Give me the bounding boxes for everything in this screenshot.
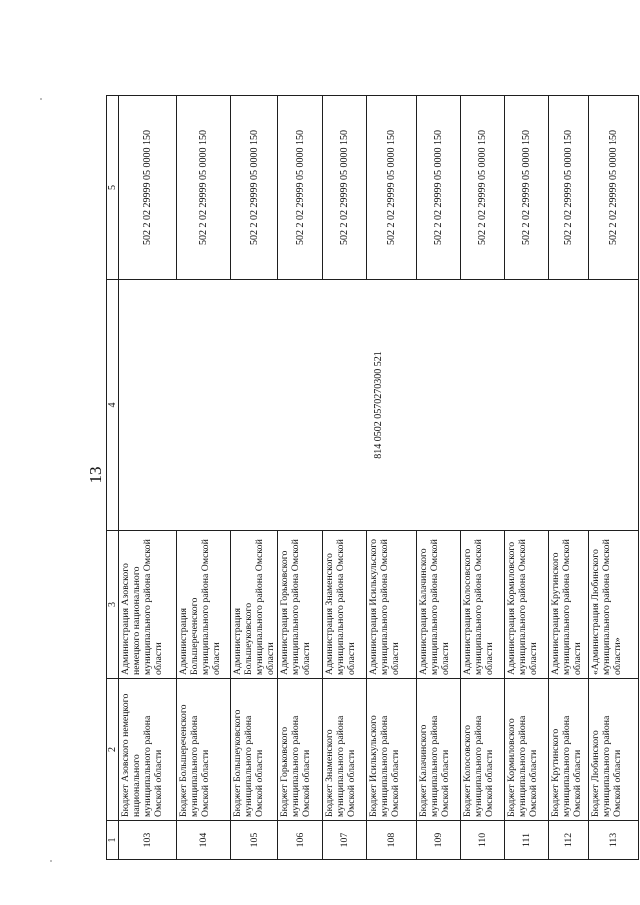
revenue-code: 502 2 02 29999 05 0000 150	[231, 96, 278, 280]
budget-name: Бюджет Кормиловского муниципального района Омской области	[505, 679, 549, 821]
revenue-code: 502 2 02 29999 05 0000 150	[505, 96, 549, 280]
budget-name: Бюджет Азовского немецкого национального муниципального района Омской области	[119, 679, 177, 821]
table-row	[119, 96, 177, 860]
budget-name: Бюджет Большеуковского муниципального района Омской области	[231, 679, 278, 821]
administrator-name: Администрация Колосовского муниципального района Омской области	[461, 531, 505, 679]
row-number: 113	[589, 821, 639, 860]
administrator-name: Администрация Большеуковского муниципального района Омской области	[231, 531, 278, 679]
column-header: 3	[107, 531, 119, 679]
revenue-code: 502 2 02 29999 05 0000 150	[119, 96, 177, 280]
administrator-name: Администрация Исилькульского муниципального района Омской области	[367, 531, 417, 679]
budget-name: Бюджет Калачинского муниципального района Омской области	[417, 679, 461, 821]
revenue-code: 502 2 02 29999 05 0000 150	[177, 96, 231, 280]
header-row	[107, 96, 119, 860]
revenue-code: 502 2 02 29999 05 0000 150	[278, 96, 323, 280]
column-header: 4	[107, 280, 119, 531]
revenue-code: 502 2 02 29999 05 0000 150	[367, 96, 417, 280]
budget-name: Бюджет Большереченского муниципального района Омской области	[177, 679, 231, 821]
administrator-name: Администрация Калачинского муниципального района Омской области	[417, 531, 461, 679]
revenue-code: 502 2 02 29999 05 0000 150	[417, 96, 461, 280]
administrator-name: Администрация Кормиловского муниципального района Омской области	[505, 531, 549, 679]
revenue-code: 502 2 02 29999 05 0000 150	[461, 96, 505, 280]
administrator-name: Администрация Большереченского муниципального района Омской области	[177, 531, 231, 679]
shared-classification-code: 814 0502 0570270300 521	[119, 280, 639, 531]
budget-name: Бюджет Горьковского муниципального района Омской области	[278, 679, 323, 821]
column-header: 1	[107, 821, 119, 860]
row-number: 109	[417, 821, 461, 860]
administrator-name: Администрация Азовского немецкого национального муниципального района Омской области	[119, 531, 177, 679]
row-number: 112	[549, 821, 589, 860]
row-number: 107	[323, 821, 367, 860]
administrator-name: «Администрация Любинского муниципального района Омской области»	[589, 531, 639, 679]
register-table	[106, 95, 639, 860]
revenue-code: 502 2 02 29999 05 0000 150	[589, 96, 639, 280]
administrator-name: Администрация Горьковского муниципального района Омской области	[278, 531, 323, 679]
scan-speck	[40, 98, 42, 100]
row-number: 108	[367, 821, 417, 860]
rotated-document-sheet	[86, 96, 623, 860]
column-header: 5	[107, 96, 119, 280]
scan-speck	[50, 860, 52, 862]
page-number: 13	[86, 466, 105, 484]
budget-name: Бюджет Знаменского муниципального района Омской области	[323, 679, 367, 821]
revenue-code: 502 2 02 29999 05 0000 150	[323, 96, 367, 280]
row-number: 103	[119, 821, 177, 860]
administrator-name: Администрация Знаменского муниципального района Омской области	[323, 531, 367, 679]
row-number: 106	[278, 821, 323, 860]
row-number: 105	[231, 821, 278, 860]
column-header: 2	[107, 679, 119, 821]
revenue-code: 502 2 02 29999 05 0000 150	[549, 96, 589, 280]
row-number: 110	[461, 821, 505, 860]
row-number: 111	[505, 821, 549, 860]
row-number: 104	[177, 821, 231, 860]
budget-name: Бюджет Исилькульского муниципального района Омской области	[367, 679, 417, 821]
budget-name: Бюджет Крутинского муниципального района Омской области	[549, 679, 589, 821]
budget-name: Бюджет Колосовского муниципального района Омской области	[461, 679, 505, 821]
budget-name: Бюджет Любинского муниципального района Омской области	[589, 679, 639, 821]
administrator-name: Администрация Крутинского муниципального района Омской области	[549, 531, 589, 679]
